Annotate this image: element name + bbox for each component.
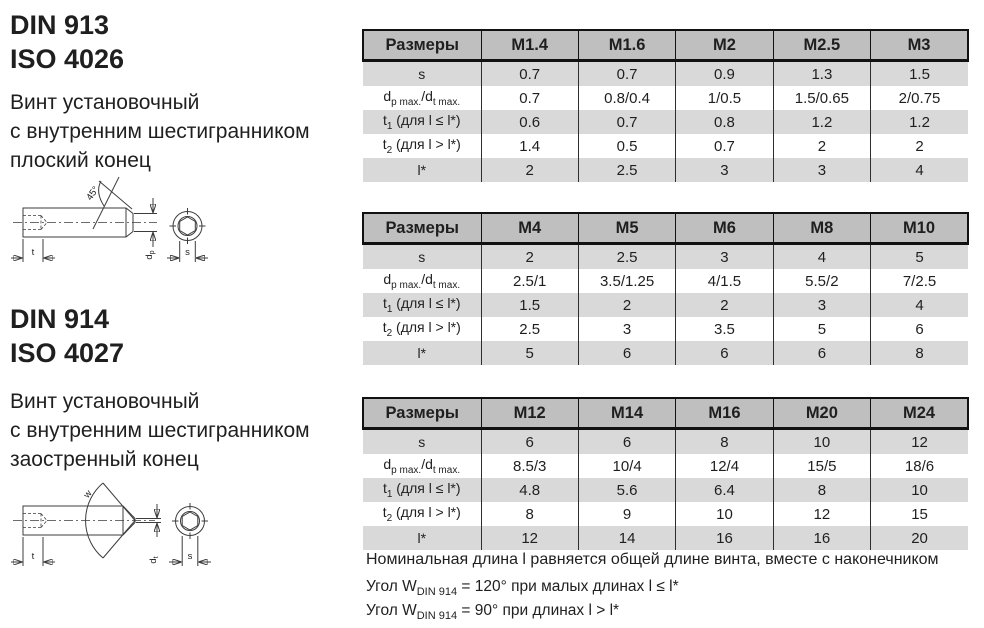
column-header-M10: M10 [871, 213, 968, 244]
dim-dt-label: $d_t$ [148, 556, 160, 564]
column-header-M5: M5 [578, 213, 675, 244]
row-label: $t_1$ (для l ≤ l*) [363, 293, 481, 317]
dim-s-label: s [187, 551, 193, 562]
row-label: s [363, 244, 481, 270]
value-cell: 8.5/3 [481, 454, 578, 478]
column-header-M2.5: M2.5 [773, 30, 870, 61]
description-line: Винт установочный [10, 390, 200, 413]
row-label: $t_2$ (для l > l*) [363, 134, 481, 158]
note-angle-90: Угол $W_{DIN 914} = 90^\circ$ при длинах l > l* [366, 602, 620, 623]
value-cell: 2.5 [481, 317, 578, 341]
value-cell: 3 [773, 158, 870, 182]
drawing-din914-cone-point [5, 478, 240, 578]
value-cell: 12 [871, 429, 968, 455]
standard-line: ISO 4026 [10, 44, 125, 74]
standard-line: DIN 914 [10, 304, 110, 334]
table-row [363, 158, 968, 182]
row-label: $t_2$ (для l > l*) [363, 502, 481, 526]
value-cell: 1.3 [773, 61, 870, 87]
column-header-M4: M4 [481, 213, 578, 244]
value-cell: 10 [871, 478, 968, 502]
value-cell: 5.5/2 [773, 269, 870, 293]
table-row [363, 502, 968, 526]
value-cell: 3 [676, 158, 773, 182]
dim-t-label: t [31, 551, 35, 562]
column-header-sizes: Размеры [363, 213, 481, 244]
column-header-M2: M2 [676, 30, 773, 61]
dim-dp-label: $d_p$ [144, 250, 156, 260]
value-cell: 4 [871, 158, 968, 182]
value-cell: 1.5 [481, 293, 578, 317]
value-cell: 10/4 [578, 454, 675, 478]
value-cell: 6.4 [676, 478, 773, 502]
value-cell: 0.5 [578, 134, 675, 158]
table-row [363, 110, 968, 134]
value-cell: 8 [676, 429, 773, 455]
value-cell: 8 [871, 341, 968, 365]
value-cell: 16 [773, 526, 870, 550]
value-cell: 6 [481, 429, 578, 455]
standard-line: ISO 4027 [10, 338, 125, 368]
cone-angle-label: w [81, 488, 95, 501]
chamfer-angle-label: 45° [84, 184, 102, 203]
table-header-row [363, 213, 968, 244]
table-row [363, 244, 968, 270]
value-cell: 14 [578, 526, 675, 550]
value-cell: 4.8 [481, 478, 578, 502]
row-label: $t_2$ (для l > l*) [363, 317, 481, 341]
table-row [363, 293, 968, 317]
description-din914 [10, 387, 310, 474]
value-cell: 6 [676, 341, 773, 365]
value-cell: 3 [578, 317, 675, 341]
value-cell: 12 [481, 526, 578, 550]
value-cell: 8 [773, 478, 870, 502]
value-cell: 1/0.5 [676, 86, 773, 110]
value-cell: 3 [773, 293, 870, 317]
table-header-row [363, 398, 968, 429]
column-header-sizes: Размеры [363, 398, 481, 429]
value-cell: 0.7 [578, 61, 675, 87]
row-label: $d_{p max.}/d_{t max.}$ [363, 86, 481, 110]
value-cell: 1.2 [773, 110, 870, 134]
value-cell: 8 [481, 502, 578, 526]
standard-line: DIN 913 [10, 10, 110, 40]
end-view-outer-circle [173, 212, 202, 241]
row-label: s [363, 429, 481, 455]
table-row [363, 526, 968, 550]
value-cell: 0.8 [676, 110, 773, 134]
value-cell: 1.5 [871, 61, 968, 87]
table-row [363, 429, 968, 455]
value-cell: 2.5 [578, 244, 675, 270]
column-header-sizes: Размеры [363, 30, 481, 61]
table-row [363, 478, 968, 502]
dim-t-label: t [31, 247, 35, 258]
value-cell: 12/4 [676, 454, 773, 478]
size-table-m12-m24 [362, 397, 969, 550]
value-cell: 6 [871, 317, 968, 341]
hex-socket [182, 512, 198, 530]
value-cell: 6 [773, 341, 870, 365]
value-cell: 2 [676, 293, 773, 317]
column-header-M14: M14 [578, 398, 675, 429]
description-line: Винт установочный [10, 91, 200, 114]
row-label: l* [363, 526, 481, 550]
value-cell: 2 [481, 158, 578, 182]
hex-socket [180, 217, 196, 235]
table-row [363, 134, 968, 158]
column-header-M6: M6 [676, 213, 773, 244]
value-cell: 16 [676, 526, 773, 550]
value-cell: 5 [773, 317, 870, 341]
value-cell: 2 [481, 244, 578, 270]
value-cell: 2.5 [578, 158, 675, 182]
column-header-M16: M16 [676, 398, 773, 429]
value-cell: 0.7 [578, 110, 675, 134]
table-header-row [363, 30, 968, 61]
column-header-M1.6: M1.6 [578, 30, 675, 61]
value-cell: 0.7 [481, 61, 578, 87]
table-row [363, 454, 968, 478]
value-cell: 2 [578, 293, 675, 317]
value-cell: 18/6 [871, 454, 968, 478]
value-cell: 0.8/0.4 [578, 86, 675, 110]
row-label: $t_1$ (для l ≤ l*) [363, 478, 481, 502]
standard-title-din913 [10, 8, 124, 76]
value-cell: 1.4 [481, 134, 578, 158]
standard-title-din914 [10, 302, 124, 370]
value-cell: 4/1.5 [676, 269, 773, 293]
description-din913 [10, 88, 310, 175]
value-cell: 5 [481, 341, 578, 365]
size-table-m4-m10 [362, 212, 969, 365]
value-cell: 0.6 [481, 110, 578, 134]
value-cell: 5 [871, 244, 968, 270]
table-row [363, 341, 968, 365]
value-cell: 10 [773, 429, 870, 455]
value-cell: 2/0.75 [871, 86, 968, 110]
dim-s-label: s [185, 247, 190, 258]
value-cell: 20 [871, 526, 968, 550]
column-header-M3: M3 [871, 30, 968, 61]
value-cell: 1.2 [871, 110, 968, 134]
column-header-M12: M12 [481, 398, 578, 429]
value-cell: 0.7 [676, 134, 773, 158]
row-label: s [363, 61, 481, 87]
note-nominal-length: Номинальная длина l равняется общей длине винта, вместе с наконечником [366, 551, 939, 568]
size-table-m1_4-m3 [362, 29, 969, 182]
column-header-M24: M24 [871, 398, 968, 429]
description-line: заостренный конец [10, 448, 199, 471]
value-cell: 2.5/1 [481, 269, 578, 293]
table-row [363, 269, 968, 293]
value-cell: 12 [773, 502, 870, 526]
description-line: с внутренним шестигранником [10, 419, 310, 442]
value-cell: 2 [773, 134, 870, 158]
value-cell: 3.5/1.25 [578, 269, 675, 293]
value-cell: 7/2.5 [871, 269, 968, 293]
row-label: $t_1$ (для l ≤ l*) [363, 110, 481, 134]
value-cell: 3 [676, 244, 773, 270]
description-line: плоский конец [10, 149, 151, 172]
value-cell: 1.5/0.65 [773, 86, 870, 110]
column-header-M20: M20 [773, 398, 870, 429]
value-cell: 3.5 [676, 317, 773, 341]
end-view-outer-circle [176, 507, 205, 536]
description-line: с внутренним шестигранником [10, 120, 310, 143]
value-cell: 6 [578, 429, 675, 455]
table-row [363, 86, 968, 110]
value-cell: 5.6 [578, 478, 675, 502]
row-label: $d_{p max.}/d_{t max.}$ [363, 454, 481, 478]
value-cell: 4 [773, 244, 870, 270]
column-header-M1.4: M1.4 [481, 30, 578, 61]
row-label: $d_{p max.}/d_{t max.}$ [363, 269, 481, 293]
value-cell: 6 [578, 341, 675, 365]
drawing-din913-flat-point [5, 175, 240, 270]
value-cell: 4 [871, 293, 968, 317]
value-cell: 2 [871, 134, 968, 158]
row-label: l* [363, 341, 481, 365]
value-cell: 0.9 [676, 61, 773, 87]
table-row [363, 317, 968, 341]
value-cell: 10 [676, 502, 773, 526]
table-row [363, 61, 968, 87]
value-cell: 9 [578, 502, 675, 526]
value-cell: 15/5 [773, 454, 870, 478]
column-header-M8: M8 [773, 213, 870, 244]
value-cell: 15 [871, 502, 968, 526]
row-label: l* [363, 158, 481, 182]
value-cell: 0.7 [481, 86, 578, 110]
note-angle-120: Угол $W_{DIN 914} = 120^\circ$ при малых длинах l ≤ l* [366, 578, 679, 599]
